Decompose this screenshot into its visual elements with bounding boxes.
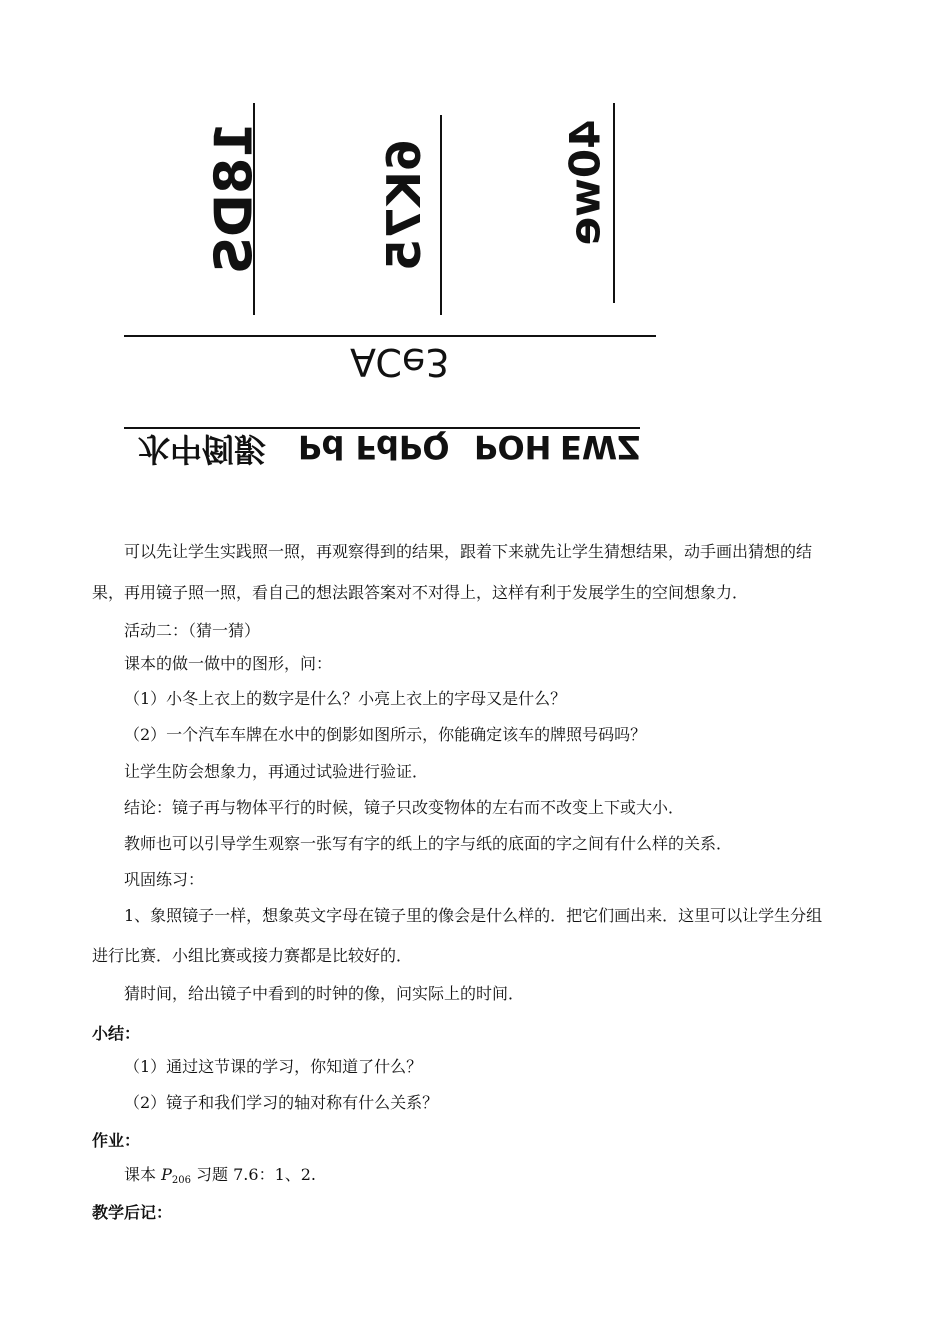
activity-two: 活动二：（猜一猜） bbox=[124, 621, 261, 640]
mirror-line-horizontal bbox=[124, 335, 656, 337]
mirror-figure bbox=[0, 0, 950, 500]
water-reflection-row bbox=[130, 428, 641, 478]
clock-exercise: 猜时间，给出镜子中看到的时钟的像，问实际上的时间． bbox=[124, 984, 525, 1003]
water-reflection-5: EWZ bbox=[560, 428, 641, 466]
question-2: （2）一个汽车车牌在水中的倒影如图所示，你能确定该车的牌照号码吗？ bbox=[124, 725, 647, 744]
conclusion: 结论：镜子再与物体平行的时候，镜子只改变物体的左右而不改变上下或大小． bbox=[124, 798, 685, 817]
paragraph-1-line-2: 果，再用镜子照一照，看自己的想法跟答案对不对得上，这样有利于发展学生的空间想象力． bbox=[92, 583, 749, 602]
question-1: （1）小冬上衣上的数字是什么？小亮上衣上的字母又是什么？ bbox=[124, 689, 567, 708]
exercise-1-line-2: 进行比赛．小组比赛或接力赛都是比较好的． bbox=[92, 946, 413, 965]
mirror-line-2 bbox=[440, 115, 442, 315]
homework-line bbox=[124, 1164, 316, 1192]
water-reflection-2: Pd F bbox=[298, 428, 378, 466]
practice-heading: 巩固练习： bbox=[124, 870, 205, 889]
teacher-note: 教师也可以引导学生观察一张写有字的纸上的字与纸的底面的字之间有什么样的关系． bbox=[124, 834, 733, 853]
homework-page-number: 206 bbox=[171, 1175, 191, 1186]
mirror-label-2: 6K75 bbox=[376, 139, 431, 271]
exercise-1-line-1: 1、象照镜子一样，想象英文字母在镜子里的像会是什么样的．把它们画出来．这里可以让学生分组 bbox=[124, 906, 823, 925]
water-reflection-4: POH bbox=[474, 428, 552, 466]
reflection-heading: 教学后记： bbox=[92, 1203, 173, 1222]
homework-page-letter: P bbox=[161, 1165, 172, 1184]
mirror-label-horizontal: ACe3 bbox=[350, 340, 450, 384]
mirror-label-1: 18DS bbox=[204, 121, 265, 275]
summary-heading: 小结： bbox=[92, 1024, 141, 1043]
summary-item-1: （1）通过这节课的学习，你知道了什么？ bbox=[124, 1057, 423, 1076]
paragraph-1-line-1: 可以先让学生实践照一照，再观察得到的结果，跟着下来就先让学生猜想结果，动手画出猜想的结 bbox=[124, 542, 813, 561]
homework-heading: 作业： bbox=[92, 1131, 141, 1150]
homework-prefix: 课本 bbox=[124, 1165, 162, 1184]
mirror-label-3: 40we bbox=[560, 119, 610, 246]
textbook-question: 课本的做一做中的图形，问： bbox=[124, 654, 333, 673]
summary-item-2: （2）镜子和我们学习的轴对称有什么关系？ bbox=[124, 1093, 439, 1112]
water-reflection-1: 水中倒影 bbox=[138, 430, 267, 468]
imagination-note: 让学生防会想象力，再通过试验进行验证． bbox=[124, 762, 429, 781]
homework-suffix: 习题 7.6：1、2. bbox=[190, 1165, 317, 1184]
mirror-line-3 bbox=[613, 103, 615, 303]
water-reflection-3: dPQ bbox=[376, 428, 450, 466]
